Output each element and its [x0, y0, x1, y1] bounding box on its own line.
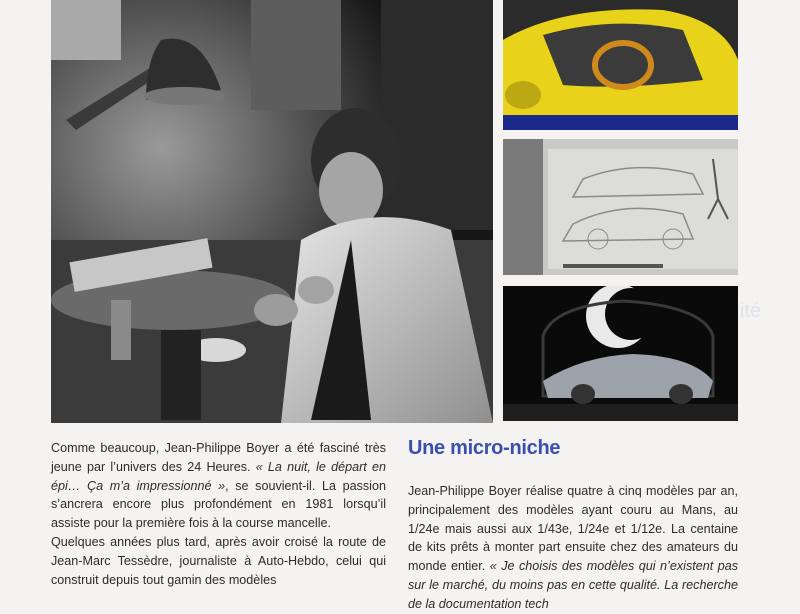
silver-model-photo [503, 286, 738, 421]
workshop-photo [51, 0, 493, 423]
bleed-text-fragment: ité [740, 300, 762, 322]
yellow-car-art [503, 0, 738, 130]
left-text-column [51, 439, 386, 589]
section-heading: Une micro-niche [408, 437, 561, 459]
workshop-photo-art [51, 0, 493, 423]
micro-niche-paragraph [408, 482, 738, 614]
intro-text-a: Comme beaucoup, Jean-Philippe Boyer a été fasciné très jeune par l’univers des 24 Heures. [51, 441, 386, 474]
micro-niche-quote: « Je choisis des modèles qui n’existent pas sur le marché, du moins pas en cette qualité. La recherche de la documentation tech [408, 559, 739, 611]
intro-text-b: , se souvient-il. La passion s’ancrera encore plus profondément en 1981 lorsqu’il assiste pour la première fois à la course mancelle. [51, 478, 386, 531]
intro-quote: « La nuit, le départ en épi… Ça m’a impressionné » [51, 459, 386, 493]
sketch-art [503, 139, 738, 275]
intro-paragraph [51, 439, 386, 533]
silver-model-art [503, 286, 738, 421]
second-paragraph: Quelques années plus tard, après avoir croisé la route de Jean-Marc Tessèdre, journaliste à Auto-Hebdo, celui qui construit depuis tout gamin des modèles [51, 534, 386, 587]
micro-niche-text: Jean-Philippe Boyer réalise quatre à cinq modèles par an, principalement des modèles ayant couru au Mans, au 1/24e mais aussi aux 1/43e, 1/24e et 1/12e. La centaine de kits prêts à monter part ensuite chez des amateurs du monde entier. [408, 484, 738, 574]
right-text-column [408, 482, 738, 614]
sketch-photo [503, 139, 738, 275]
yellow-car-photo [503, 0, 738, 130]
